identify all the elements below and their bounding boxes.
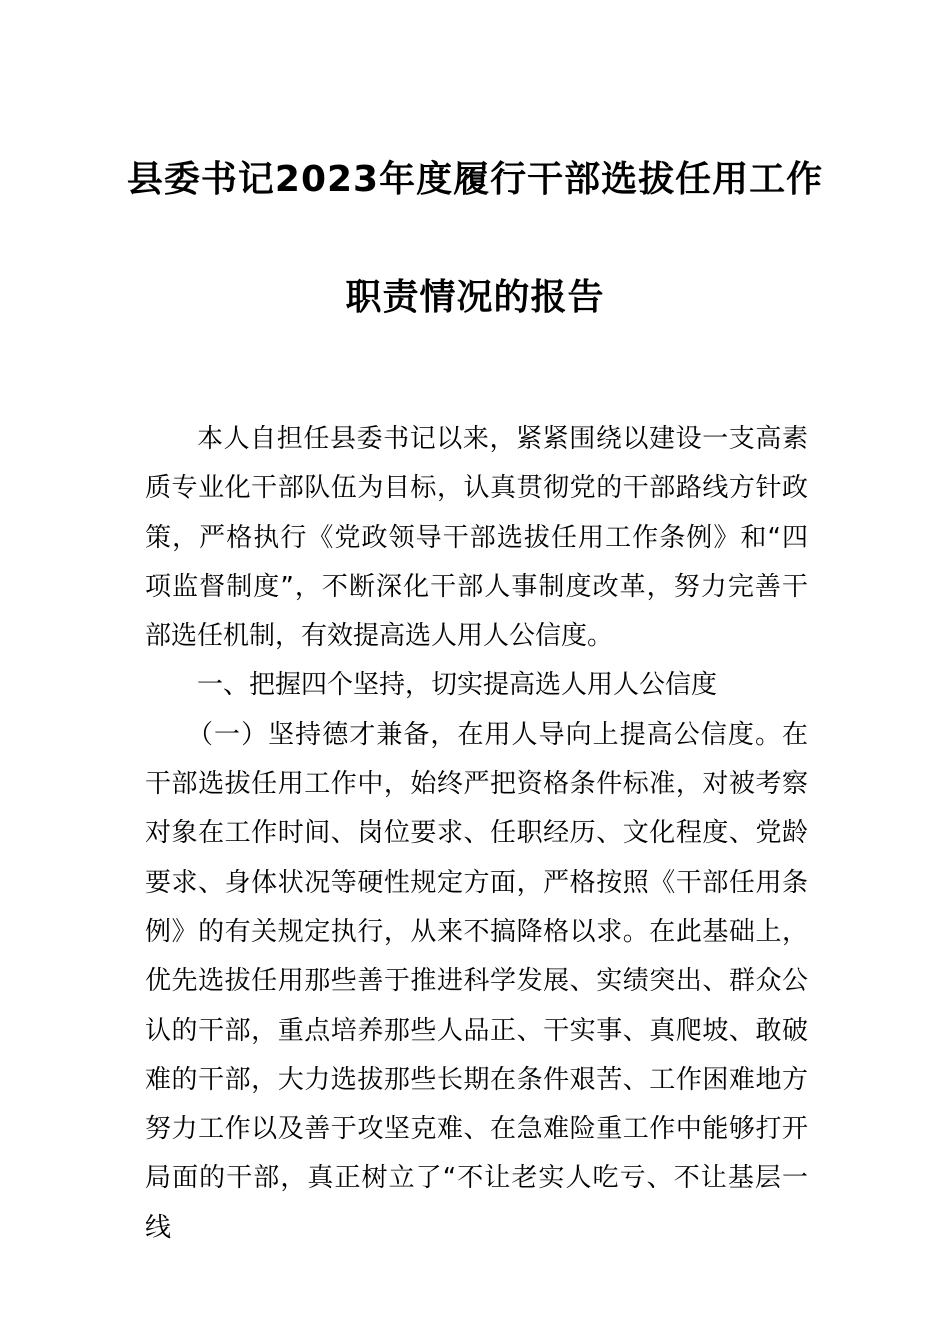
intro-paragraph: 本人自担任县委书记以来，紧紧围绕以建设一支高素质专业化干部队伍为目标，认真贯彻党的干部路线方针政策，严格执行《党政领导干部选拔任用工作条例》和“四项监督制度”，不断深化干部人事制度改革，努力完善干部选任机制，有效提高选人用人公信度。 bbox=[145, 424, 808, 652]
document-body bbox=[145, 415, 808, 1253]
subsection-paragraph: （一）坚持德才兼备，在用人导向上提高公信度。在干部选拔任用工作中，始终严把资格条件标准，对被考察对象在工作时间、岗位要求、任职经历、文化程度、党龄要求、身体状况等硬性规定方面，严格按照《干部任用条例》的有关规定执行，从来不搞降格以求。在此基础上，优先选拔任用那些善于推进科学发展、实绩突出、群众公认的干部，重点培养那些人品正、干实事、真爬坡、敢破难的干部，大力选拔那些长期在条件艰苦、工作困难地方努力工作以及善于攻坚克难、在急难险重工作中能够打开局面的干部，真正树立了“不让老实人吃亏、不让基层一线 bbox=[145, 719, 808, 1243]
document-title-line-1: 县委书记2023年度履行干部选拔任用工作 bbox=[126, 159, 824, 200]
document-title-line-2: 职责情况的报告 bbox=[345, 277, 605, 318]
section-heading: 一、把握四个坚持，切实提高选人用人公信度 bbox=[197, 670, 718, 701]
